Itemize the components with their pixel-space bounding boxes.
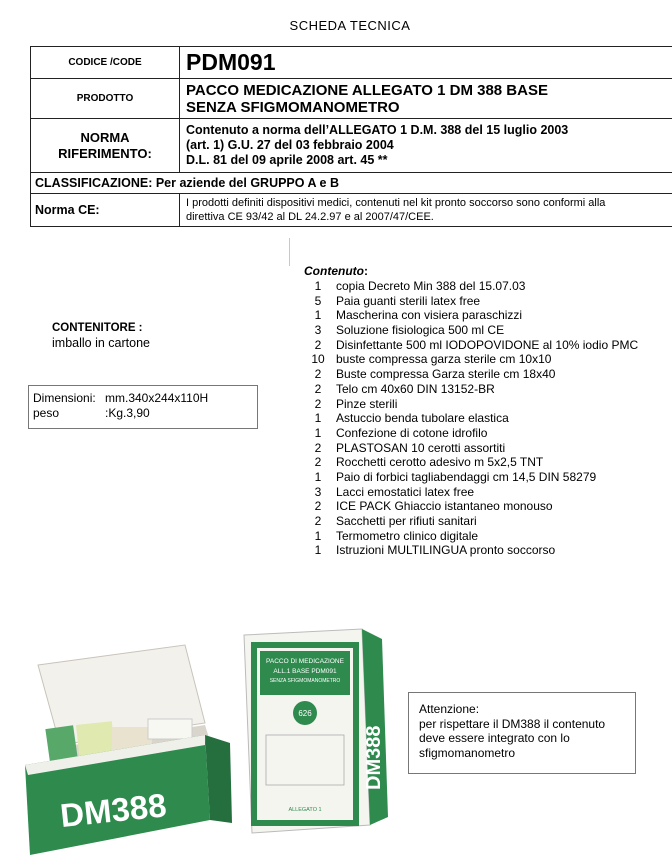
contents-list [300, 279, 672, 558]
item-quantity: 2 [314, 440, 322, 455]
contents-item [300, 279, 672, 294]
norm-line-3: D.L. 81 del 09 aprile 2008 art. 45 ** [186, 153, 388, 167]
item-description: copia Decreto Min 388 del 15.07.03 [336, 279, 526, 293]
ce-row [31, 194, 672, 227]
container-heading: CONTENITORE : [52, 322, 143, 334]
open-box-label: DM388 [58, 786, 169, 835]
item-quantity: 1 [314, 528, 322, 543]
contents-item [300, 514, 672, 529]
item-description: Sacchetti per rifiuti sanitari [336, 514, 477, 528]
item-quantity: 2 [314, 367, 322, 382]
contents-item [300, 470, 672, 485]
product-line-1: PACCO MEDICAZIONE ALLEGATO 1 DM 388 BASE [186, 81, 548, 99]
norm-label-line-1: NORMA [80, 129, 130, 145]
contents-item [300, 499, 672, 514]
item-description: ICE PACK Ghiaccio istantaneo monouso [336, 499, 553, 514]
item-description: buste compressa garza sterile cm 10x10 [336, 352, 552, 367]
item-quantity: 2 [314, 396, 322, 411]
closed-box-footer: ALLEGATO 1 [288, 807, 322, 813]
norm-row [31, 119, 672, 173]
item-description: Buste compressa Garza sterile cm 18x40 [336, 367, 556, 382]
attention-box [408, 692, 636, 774]
ce-line-2: direttiva CE 93/42 al DL 24.2.97 e al 2007/47/CEE. [186, 211, 434, 223]
contents-item [300, 323, 672, 338]
norm-label-line-2: RIFERIMENTO: [58, 145, 152, 161]
attention-line-2: per rispettare il DM388 il contenuto [419, 716, 606, 731]
item-quantity: 2 [314, 514, 322, 528]
item-description: Confezione di cotone idrofilo [336, 425, 488, 440]
item-description: Istruzioni MULTILINGUA pronto soccorso [336, 543, 556, 558]
ce-value [180, 194, 672, 227]
contents-title-text: Contenuto [304, 264, 364, 278]
norm-label [31, 119, 180, 173]
weight-value: :Kg.3,90 [105, 406, 150, 420]
item-quantity: 1 [314, 279, 322, 293]
document-title: SCHEDA TECNICA [289, 18, 411, 33]
product-label: PRODOTTO [31, 79, 180, 119]
item-description: Rocchetti cerotto adesivo m 5x2,5 TNT [336, 455, 544, 470]
item-description: Astuccio benda tubolare elastica [336, 411, 509, 426]
dimensions-row [33, 391, 257, 406]
container-value: imballo in cartone [52, 336, 150, 350]
container-info [52, 321, 150, 351]
weight-row [33, 406, 257, 421]
item-quantity: 2 [314, 499, 322, 514]
contents-item [300, 367, 672, 382]
item-quantity: 2 [314, 455, 322, 470]
closed-box-title-2: ALL.1 BASE PDM091 [273, 668, 337, 675]
norm-value [180, 119, 672, 173]
closed-box-title-3: SENZA SFIGMOMANOMETRO [269, 678, 341, 684]
dimensions-value: mm.340x244x110H [105, 391, 209, 405]
item-description: Pinze sterili [336, 396, 398, 411]
product-line-2: SENZA SFIGMOMANOMETRO [186, 98, 400, 116]
dimensions-label: Dimensioni: [33, 391, 96, 405]
contents-title-colon: : [363, 264, 368, 278]
item-quantity: 10 [311, 352, 325, 367]
attention-line-4: sfigmomanometro [419, 745, 516, 760]
contents-item [300, 455, 672, 470]
code-row [31, 47, 672, 79]
closed-box-title-1: PACCO DI MEDICAZIONE [266, 658, 344, 665]
vertical-divider [289, 238, 290, 266]
item-description: Termometro clinico digitale [336, 528, 479, 543]
norm-line-2: (art. 1) G.U. 27 del 03 febbraio 2004 [186, 138, 394, 152]
item-description: Disinfettante 500 ml IODOPOVIDONE al 10% iodio PMC [336, 337, 639, 352]
item-description: Telo cm 40x60 DIN 13152-BR [336, 381, 495, 396]
product-photo [0, 615, 390, 868]
item-description: Lacci emostatici latex free [336, 484, 475, 499]
item-quantity: 3 [314, 323, 322, 338]
contents-item [300, 397, 672, 412]
item-quantity: 1 [314, 308, 322, 323]
closed-box-illustration [244, 629, 388, 833]
item-description: Paio di forbici tagliabendaggi cm 14,5 DIN 58279 [336, 469, 597, 484]
contents-item [300, 485, 672, 500]
code-label: CODICE /CODE [31, 47, 180, 79]
contents-item [300, 294, 672, 309]
contents-title [304, 264, 368, 278]
classification-row [31, 173, 672, 194]
product-value [180, 79, 672, 119]
closed-box-side-label: DM388 [363, 725, 385, 790]
item-quantity: 2 [314, 381, 322, 396]
item-description: Paia guanti sterili latex free [336, 293, 481, 308]
product-row [31, 79, 672, 119]
item-quantity: 1 [314, 425, 322, 440]
code-value: PDM091 [180, 47, 672, 79]
item-description: Soluzione fisiologica 500 ml CE [336, 323, 505, 338]
contents-item [300, 338, 672, 353]
dimensions-box [28, 385, 258, 429]
contents-item [300, 382, 672, 397]
contents-item [300, 411, 672, 426]
item-quantity: 1 [314, 543, 322, 558]
open-box-illustration [25, 645, 232, 855]
weight-label: peso [33, 406, 60, 420]
closed-box-badge: 626 [298, 709, 312, 718]
contents-item [300, 441, 672, 456]
spec-table [30, 46, 672, 227]
item-description: PLASTOSAN 10 cerotti assortiti [336, 440, 506, 455]
item-description: Mascherina con visiera paraschizzi [336, 308, 523, 323]
norm-line-1: Contenuto a norma dell’ALLEGATO 1 D.M. 388 del 15 luglio 2003 [186, 123, 569, 137]
item-quantity: 1 [314, 469, 322, 484]
contents-item [300, 308, 672, 323]
item-quantity: 1 [314, 411, 322, 426]
ce-label: Norma CE: [31, 194, 180, 227]
item-quantity: 5 [314, 293, 322, 308]
contents-item [300, 529, 672, 544]
ce-line-1: I prodotti definiti dispositivi medici, contenuti nel kit pronto soccorso sono conformi alla [186, 197, 606, 209]
item-quantity: 3 [314, 484, 322, 499]
contents-item [300, 352, 672, 367]
attention-line-3: deve essere integrato con lo [419, 731, 570, 745]
item-quantity: 2 [314, 337, 322, 352]
attention-heading: Attenzione: [419, 702, 480, 716]
classification: CLASSIFICAZIONE: Per aziende del GRUPPO A e B [31, 173, 672, 194]
contents-item [300, 543, 672, 558]
contents-item [300, 426, 672, 441]
